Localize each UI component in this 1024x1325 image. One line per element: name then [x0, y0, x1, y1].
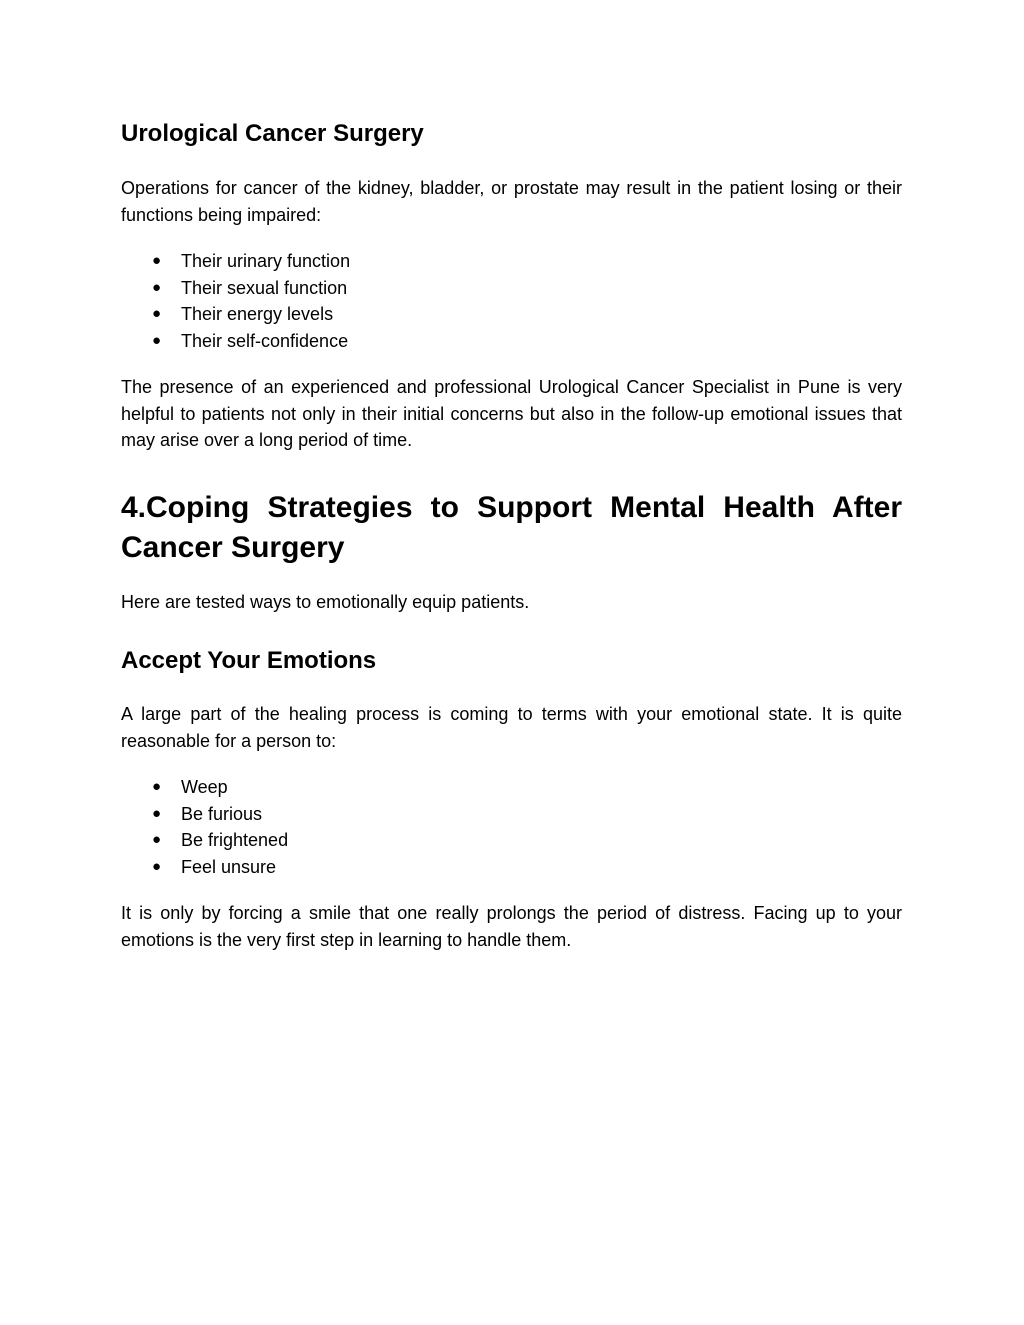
- list-item-text: Feel unsure: [181, 856, 277, 877]
- list-item: [121, 827, 902, 854]
- list-item-text: Their urinary function: [181, 251, 351, 271]
- bullet-icon: ●: [152, 831, 162, 848]
- list-item: [121, 854, 902, 881]
- list-item: [121, 301, 902, 328]
- list-item-text: Their energy levels: [181, 304, 334, 324]
- paragraph-accept-intro: A large part of the healing process is coming to terms with your emotional state. It is quite reasonable for a person to:: [121, 704, 902, 751]
- list-item-text: Their sexual function: [181, 277, 348, 298]
- bullet-icon: ●: [152, 778, 162, 795]
- list-item: [121, 328, 902, 355]
- list-item-text: Be frightened: [181, 830, 289, 850]
- heading-urological-cancer-surgery: Urological Cancer Surgery: [121, 120, 424, 147]
- bullet-icon: ●: [152, 278, 162, 296]
- bullet-icon: ●: [152, 804, 162, 822]
- heading-accept-your-emotions: Accept Your Emotions: [121, 647, 377, 674]
- bullet-icon: ●: [152, 252, 162, 269]
- bullet-icon: ●: [152, 331, 162, 349]
- paragraph-accept-closing: It is only by forcing a smile that one really prolongs the period of distress. Facing up to your emotions is the very first step in learning to handle them.: [121, 903, 902, 950]
- list-emotions: [121, 774, 902, 880]
- list-item: [121, 801, 902, 828]
- list-item: [121, 774, 902, 801]
- list-item-text: Their self-confidence: [181, 330, 349, 351]
- document-content: [121, 118, 902, 953]
- paragraph-urological-intro: Operations for cancer of the kidney, bladder, or prostate may result in the patient losing or their functions being impaired:: [121, 178, 902, 225]
- list-urological-functions: [121, 248, 902, 354]
- list-item: [121, 248, 902, 275]
- bullet-icon: ●: [152, 857, 162, 875]
- list-item-text: Weep: [181, 777, 228, 797]
- bullet-icon: ●: [152, 305, 162, 322]
- heading-coping-strategies: 4.Coping Strategies to Support Mental Health After Cancer Surgery: [121, 490, 902, 564]
- list-item-text: Be furious: [181, 803, 263, 824]
- list-item: [121, 275, 902, 302]
- paragraph-urological-closing: The presence of an experienced and professional Urological Cancer Specialist in Pune is very helpful to patients not only in their initial concerns but also in the follow-up emotional issues that may arise over a long period of time.: [121, 377, 902, 450]
- paragraph-coping-intro: Here are tested ways to emotionally equip patients.: [121, 591, 530, 612]
